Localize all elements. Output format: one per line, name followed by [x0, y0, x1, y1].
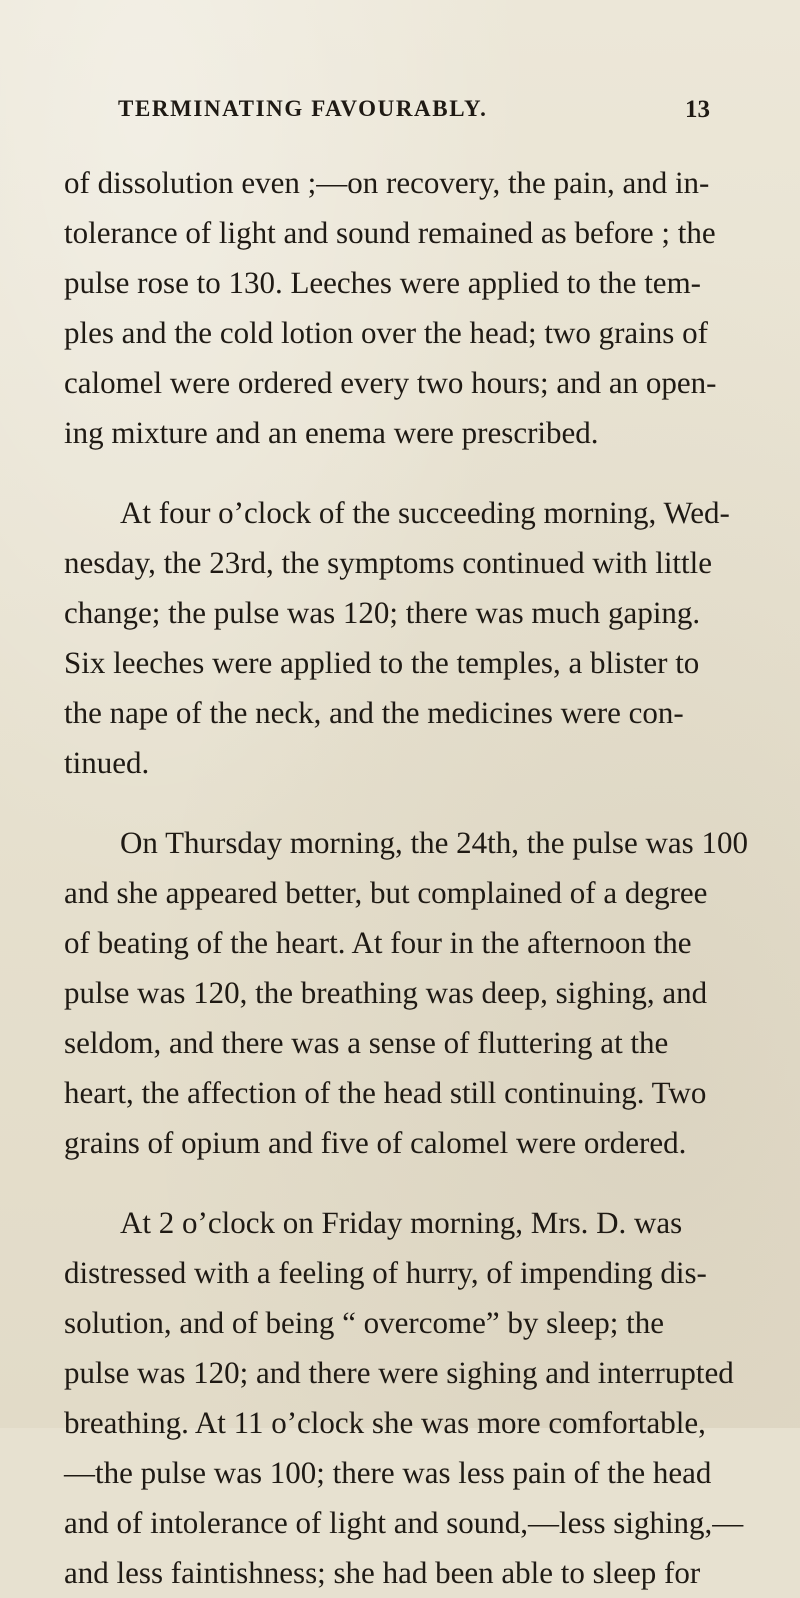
text-line: grains of opium and five of calomel were ordered.: [64, 1125, 687, 1160]
text-line: change; the pulse was 120; there was much gaping.: [64, 595, 701, 630]
paragraph: [64, 818, 754, 1168]
text-line: the nape of the neck, and the medicines were con-: [64, 695, 684, 730]
text-line: and of intolerance of light and sound,—less sighing,—: [64, 1505, 744, 1540]
text-line: distressed with a feeling of hurry, of impending dis-: [64, 1255, 707, 1290]
text-line: and she appeared better, but complained of a degree: [64, 875, 708, 910]
text-line: solution, and of being “ overcome” by sleep; the: [64, 1305, 665, 1340]
paragraph: [64, 1198, 754, 1598]
page-body: [64, 158, 754, 1598]
text-line: of dissolution even ;—on recovery, the pain, and in-: [64, 165, 710, 200]
page-header: [118, 96, 750, 132]
text-line: of beating of the heart. At four in the afternoon the: [64, 925, 692, 960]
paragraph-gap: [64, 1168, 754, 1198]
text-line: tinued.: [64, 745, 150, 780]
paragraph-gap: [64, 458, 754, 488]
text-line: heart, the affection of the head still continuing. Two: [64, 1075, 707, 1110]
paragraph-gap: [64, 788, 754, 818]
text-line: breathing. At 11 o’clock she was more comfortable,: [64, 1405, 706, 1440]
text-line: On Thursday morning, the 24th, the pulse was 100: [120, 825, 748, 860]
text-line: Six leeches were applied to the temples, a blister to: [64, 645, 700, 680]
text-line: nesday, the 23rd, the symptoms continued with little: [64, 545, 713, 580]
page-number: 13: [685, 96, 710, 123]
text-line: At 2 o’clock on Friday morning, Mrs. D. was: [120, 1205, 683, 1240]
text-line: pulse was 120, the breathing was deep, sighing, and: [64, 975, 708, 1010]
text-line: tolerance of light and sound remained as before ; the: [64, 215, 716, 250]
text-line: and less faintishness; she had been able to sleep for: [64, 1555, 701, 1590]
text-line: ples and the cold lotion over the head; two grains of: [64, 315, 708, 350]
text-line: calomel were ordered every two hours; and an open-: [64, 365, 717, 400]
text-line: —the pulse was 100; there was less pain of the head: [64, 1455, 712, 1490]
text-line: seldom, and there was a sense of fluttering at the: [64, 1025, 669, 1060]
text-line: pulse was 120; and there were sighing and interrupted: [64, 1355, 734, 1390]
text-line: At four o’clock of the succeeding morning, Wed-: [120, 495, 730, 530]
running-title: TERMINATING FAVOURABLY.: [118, 96, 488, 121]
paragraph: [64, 488, 754, 788]
text-line: ing mixture and an enema were prescribed.: [64, 415, 599, 450]
text-line: pulse rose to 130. Leeches were applied to the tem-: [64, 265, 701, 300]
paragraph: [64, 158, 754, 458]
